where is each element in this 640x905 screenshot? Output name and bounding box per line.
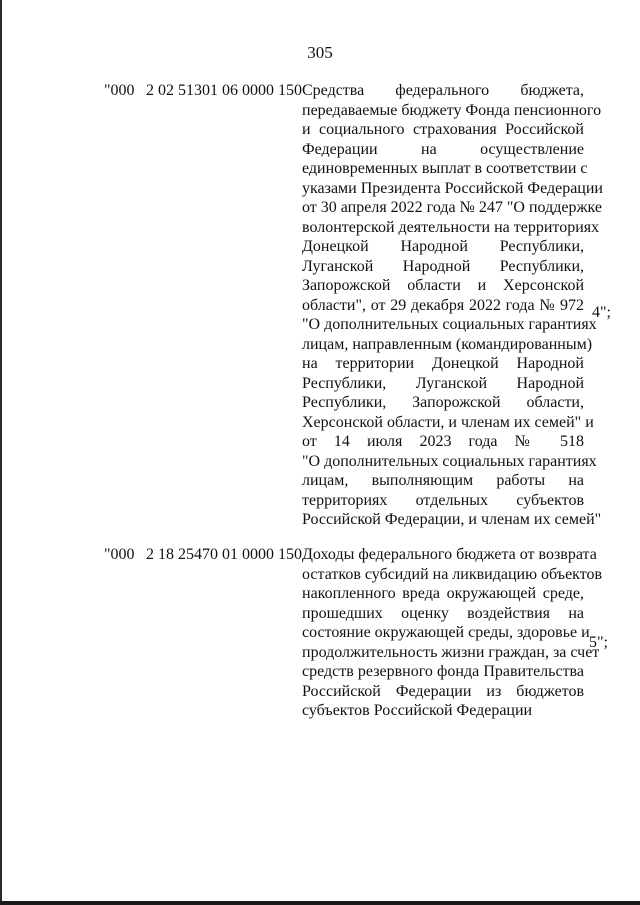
description-line: прошедших оценку воздействия на [302, 604, 584, 622]
admin-code: "000 [104, 546, 135, 563]
page-number: 305 [307, 43, 333, 62]
budget-classification-code: 2 02 51301 06 0000 150 [146, 82, 302, 99]
income-description [302, 81, 603, 530]
row-end-marker: 4"; [592, 304, 611, 321]
description-line: и социального страхования Российской [302, 121, 584, 138]
description-line: "О дополнительных социальных гарантиях [302, 452, 597, 470]
description-line: Федерации на осуществление [302, 140, 584, 158]
description-line: лицам, направленным (командированным) [302, 335, 593, 353]
description-line: Российской Федерации, и членам их семей" [302, 511, 602, 528]
description-line: единовременных выплат в соответствии с [302, 160, 588, 177]
income-description [302, 545, 603, 721]
description-line: области", от 29 декабря 2022 года № 972 [302, 296, 584, 314]
description-line: Херсонской области, и членам их семей" и [302, 413, 594, 431]
description-line: состояние окружающей среды, здоровье и [302, 624, 590, 641]
description-line: продолжительность жизни граждан, за счет [302, 643, 600, 661]
description-line: Донецкой Народной Республики, [302, 238, 584, 255]
description-line: накопленного вреда окружающей среде, [302, 585, 584, 602]
admin-code: "000 [104, 82, 135, 99]
description-line: Республики, Луганской Народной [302, 374, 584, 392]
description-line: Средства федерального бюджета, [302, 82, 584, 99]
scan-left-edge [0, 0, 2, 905]
description-line: средств резервного фонда Правительства [302, 663, 584, 680]
description-line: остатков субсидий на ликвидацию объектов [302, 565, 603, 583]
description-line: от 30 апреля 2022 года № 247 "О поддержке [302, 199, 602, 216]
description-line: Республики, Запорожской области, [302, 394, 584, 411]
description-line: волонтерской деятельности на территориях [302, 218, 600, 236]
description-line: субъектов Российской Федерации [302, 702, 533, 719]
description-line: Луганской Народной Республики, [302, 257, 584, 275]
description-line: указами Президента Российской Федерации [302, 179, 603, 197]
scan-bottom-edge [0, 901, 640, 905]
description-line: Российской Федерации из бюджетов [302, 682, 584, 700]
description-line: территориях отдельных субъектов [302, 491, 584, 509]
description-line: передаваемые бюджету Фонда пенсионного [302, 101, 602, 119]
row-end-marker: 5"; [589, 634, 608, 651]
description-line: Доходы федерального бюджета от возврата [302, 546, 597, 563]
description-line: от 14 июля 2023 года № 518 [302, 433, 584, 450]
description-line: "О дополнительных социальных гарантиях [302, 316, 597, 333]
description-line: Запорожской области и Херсонской [302, 277, 584, 294]
budget-classification-code: 2 18 25470 01 0000 150 [146, 546, 302, 563]
description-line: лицам, выполняющим работы на [302, 472, 584, 489]
description-line: на территории Донецкой Народной [302, 355, 584, 372]
